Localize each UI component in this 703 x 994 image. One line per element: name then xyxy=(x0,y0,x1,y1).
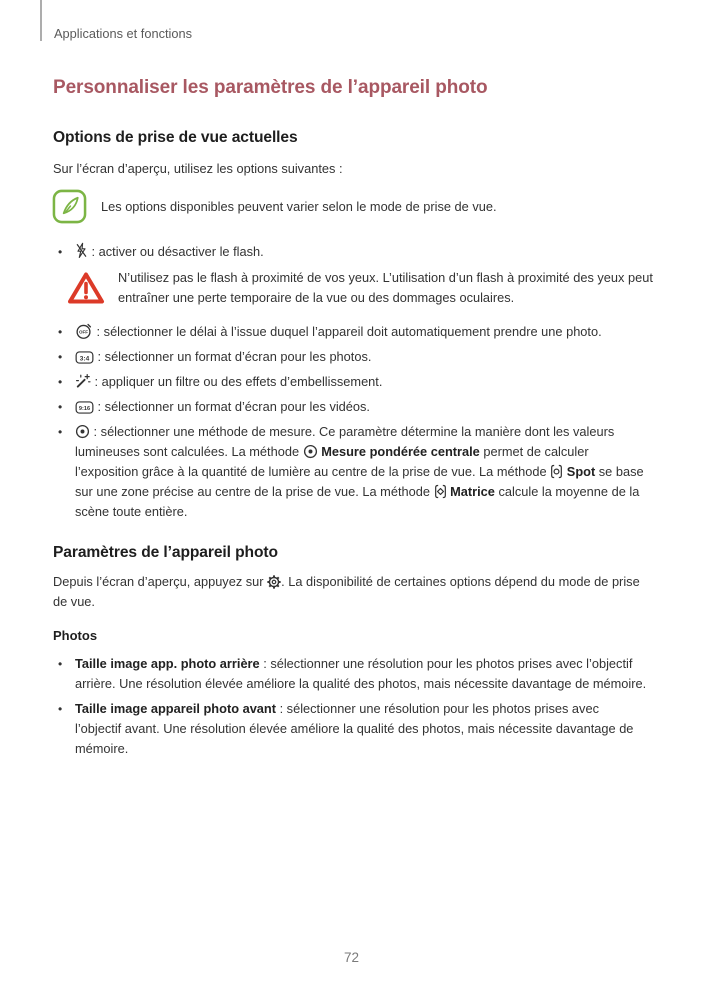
list-item-rear-size xyxy=(58,654,703,694)
section2-intro xyxy=(53,572,653,612)
list-item-text: : sélectionner un format d’écran pour les vidéos. xyxy=(94,399,370,414)
page-number: 72 xyxy=(343,950,360,965)
flash-off-icon xyxy=(75,242,88,259)
list-item-front-size xyxy=(58,699,703,759)
section-intro: Sur l’écran d’aperçu, utilisez les options suivantes : xyxy=(53,161,343,176)
list-item-filter xyxy=(58,372,703,392)
bullet-marker: • xyxy=(58,245,63,259)
metering-mode-matrix-label: Matrice xyxy=(450,484,495,499)
metering-mode-center-label: Mesure pondérée centrale xyxy=(321,444,480,459)
section2-intro-text: . La disponibilité de certaines options dépend du mode de prise de vue. xyxy=(53,574,640,609)
aspect-3-4-label: 3:4 xyxy=(79,355,90,363)
timer-off-label: OFF xyxy=(79,329,89,335)
warning-block xyxy=(66,268,703,308)
list-item-text: se base sur une zone précise au centre de la prise de vue. La méthode xyxy=(75,464,644,499)
page-title: Personnaliser les paramètres de l’appareil photo xyxy=(53,77,488,98)
bullet-marker: • xyxy=(58,702,63,716)
list-item-text: calcule la moyenne de la scène toute entière. xyxy=(75,484,640,519)
list-item-text: permet de calculer l’exposition grâce à la quantité de lumière au centre de la prise de vue. La méthode xyxy=(75,444,589,479)
list-item-text: : sélectionner une résolution pour les photos prises avec l’objectif arrière. Une résolution élevée améliore la qualité des photos, mais nécessite davantage de mémoire. xyxy=(75,656,647,691)
metering-center-icon xyxy=(75,424,90,439)
aspect-3-4-icon xyxy=(75,351,94,364)
notice-block xyxy=(52,189,703,224)
header-rule xyxy=(40,0,42,41)
setting-name: Taille image appareil photo avant xyxy=(75,701,277,716)
list-item-ratio-video xyxy=(58,397,703,417)
metering-mode-spot-label: Spot xyxy=(566,464,596,479)
setting-name: Taille image app. photo arrière xyxy=(75,656,260,671)
metering-center-icon xyxy=(303,444,318,459)
warning-triangle-icon xyxy=(66,270,106,306)
list-item-timer xyxy=(58,322,703,342)
bullet-marker: • xyxy=(58,325,63,339)
metering-matrix-icon xyxy=(434,484,447,499)
metering-spot-icon xyxy=(550,464,563,479)
section-heading-camera-settings: Paramètres de l’appareil photo xyxy=(53,544,278,561)
pencil-note-icon xyxy=(52,189,87,224)
list-item-metering xyxy=(58,422,703,522)
list-item-ratio-photo xyxy=(58,347,703,367)
list-item-text: : sélectionner une méthode de mesure. Ce paramètre détermine la manière dont les valeurs lumineuses sont calculées. La méthode xyxy=(75,424,615,459)
list-item-text: : sélectionner le délai à l’issue duquel l’appareil doit automatiquement prendre une photo. xyxy=(93,324,602,339)
timer-off-icon xyxy=(75,323,93,339)
warning-text: N’utilisez pas le flash à proximité de vos yeux. L’utilisation d’un flash à proximité des yeux peut entraîner une perte temporaire de la vue ou des dommages oculaires. xyxy=(118,270,653,305)
list-item-text: : sélectionner un format d’écran pour les photos. xyxy=(94,349,372,364)
settings-gear-icon xyxy=(267,575,281,589)
bullet-marker: • xyxy=(58,425,63,439)
notice-text: Les options disponibles peuvent varier selon le mode de prise de vue. xyxy=(101,198,497,214)
filter-effects-icon xyxy=(75,373,91,389)
subsection-heading-photos: Photos xyxy=(53,628,98,643)
bullet-marker: • xyxy=(58,375,63,389)
bullet-marker: • xyxy=(58,400,63,414)
list-item-flash xyxy=(58,242,703,262)
running-header: Applications et fonctions xyxy=(54,26,193,41)
aspect-9-16-label: 9:16 xyxy=(78,405,91,412)
bullet-marker: • xyxy=(58,350,63,364)
list-item-text: : activer ou désactiver le flash. xyxy=(88,244,264,259)
section-heading-shooting-options: Options de prise de vue actuelles xyxy=(53,129,298,146)
aspect-9-16-icon xyxy=(75,401,94,414)
list-item-text: : appliquer un filtre ou des effets d’embellissement. xyxy=(91,374,383,389)
list-item-text: : sélectionner une résolution pour les photos prises avec l’objectif avant. Une résolution élevée améliore la qualité des photos, mais nécessite davantage de mémoire. xyxy=(75,701,634,756)
bullet-marker: • xyxy=(58,657,63,671)
section2-intro-text: Depuis l’écran d’aperçu, appuyez sur xyxy=(53,574,264,589)
